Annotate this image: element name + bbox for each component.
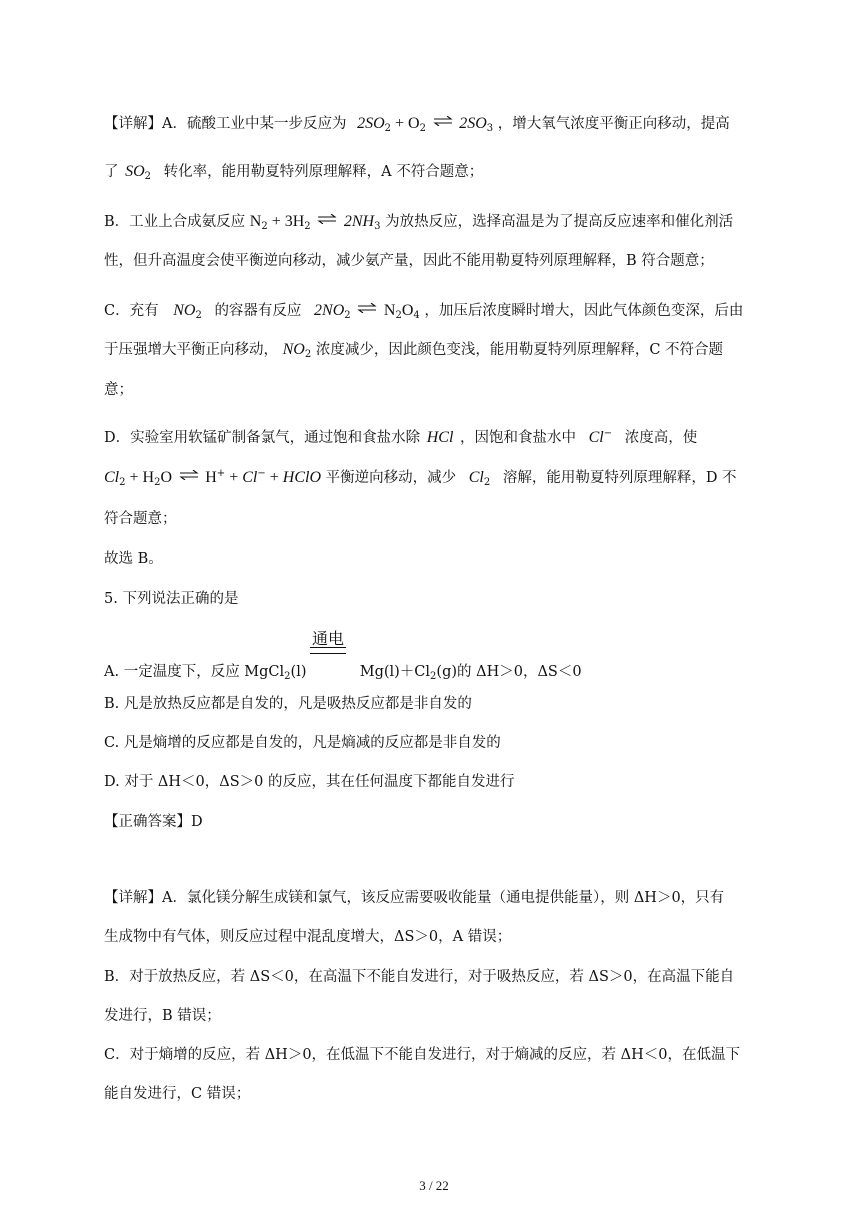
reaction-condition [310,626,346,649]
formula-no2: $NO_2$ [173,302,202,321]
explanation-line [104,509,177,529]
formula-cl-ion: Cl− [588,428,613,446]
explanation-line [104,1084,250,1104]
text: 浓度高，使 [624,430,698,446]
explanation-line [104,1006,221,1026]
option-c [104,733,501,753]
text: 于压强增大平衡正向移动， [104,342,278,358]
explanation-line [104,927,511,947]
explanation-line [104,468,737,488]
explanation-line [104,251,714,271]
formula-so2: $SO_2$ [125,163,152,182]
text: 5. 下列说法正确的是 [104,591,239,607]
condition-text: 通电 [311,629,344,648]
conclusion-line [104,549,163,569]
option-a: A. 一定温度下，反应 MgCl$_2$(l) $Mg(l)+Cl_2(g)$的 ΔH＞0，ΔS＜0 [104,664,582,682]
formula-cl2: $Cl_2$ [468,469,491,488]
text: B. 凡是放热反应都是自发的，凡是吸热反应都是非自发的 [104,696,472,712]
text: B．对于放热反应，若 ΔS＜0，在高温下不能自发进行，对于吸热反应，若 ΔS＞0，在高温下能自 [104,969,735,985]
page-number: 3 / 22 [419,1178,449,1193]
option-b [104,694,472,714]
text: 浓度减少，因此颜色变浅，能用勒夏特列原理解释，C 不符合题 [315,342,724,358]
question-stem [104,589,238,609]
text: D. 对于 ΔH＜0，ΔS＞0 的反应，其在任何温度下都能自发进行 [104,774,515,790]
formula-hcl: HCl [426,429,454,446]
text: ，加压后浓度瞬时增大，因此气体颜色变深，后由 [424,303,744,319]
text: 转化率，能用勒夏特列原理解释，A 不符合题意； [163,164,484,180]
text: 【详解】A．硫酸工业中某一步反应为 [104,116,347,132]
option-d [104,772,515,792]
text: 的容器有反应 [214,303,302,319]
text: 性，但升高温度会使平衡逆向移动，减少氨产量，因此不能用勒夏特列原理解释，B 符合题意； [104,253,714,269]
text: 溶解，能用勒夏特列原理解释，D 不 [502,470,737,486]
text: 为放热反应，选择高温是为了提高反应速率和催化剂活 [385,214,734,230]
text: 发进行，B 错误； [104,1008,221,1024]
text: 生成物中有气体，则反应过程中混乱度增大，ΔS＞0，A 错误； [104,929,512,945]
explanation-line [104,301,743,321]
equation-n2o4: $2NO_2$ $N_2O_4$ [314,302,420,321]
explanation-line [104,1045,740,1065]
answer-line [104,812,203,832]
text: A. 一定温度下，反应 MgCl [104,664,285,680]
text: C．充有 [104,303,159,319]
explanation-line [104,888,724,908]
text: 【详解】A．氯化镁分解生成镁和氯气，该反应需要吸收能量（通电提供能量），则 ΔH＞0，只有 [104,890,725,906]
text: 故选 B。 [104,551,163,567]
explanation-line [104,212,733,232]
text: 能自发进行，C 错误； [104,1086,251,1102]
text: D．实验室用软锰矿制备氯气，通过饱和食盐水除 [104,430,421,446]
equation-nh3: $N_2 + 3H_2$ $2NH_3$ [249,213,381,232]
formula-no2: $NO_2$ [282,341,312,360]
text: B．工业上合成氨反应 [104,214,246,230]
equation-cl2: $Cl_2 + H_2O$ H+ + Cl− + HClO [104,468,321,488]
text: C. 凡是熵增的反应都是自发的，凡是熵减的反应都是非自发的 [104,735,501,751]
explanation-line [104,380,133,400]
text: 意； [104,382,133,398]
text: ，因饱和食盐水中 [460,430,577,446]
text: (l) [290,664,307,680]
explanation-line [104,967,734,987]
text: 符合题意； [104,511,177,527]
text: 【正确答案】D [104,814,203,830]
condition-double-line [310,647,346,654]
explanation-line [104,114,730,134]
text: Mg(l)＋Cl [359,664,431,680]
explanation-line [104,162,483,182]
text: ，增大氧气浓度平衡正向移动，提高 [497,116,730,132]
text: C．对于熵增的反应，若 ΔH＞0，在低温下不能自发进行，对于熵减的反应，若 ΔH＜0，在低温下 [104,1047,740,1063]
text: 平衡逆向移动，减少 [325,470,457,486]
text: 了 [104,164,119,180]
equation-so2: $2SO_2 + O_2$ $2SO_3$ [357,115,494,134]
explanation-line [104,428,697,448]
text: (g)的 ΔH＞0，ΔS＜0 [436,664,582,680]
explanation-line [104,340,723,360]
